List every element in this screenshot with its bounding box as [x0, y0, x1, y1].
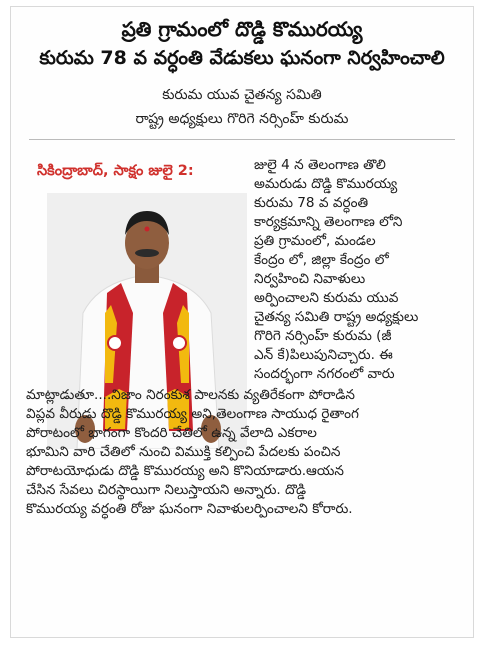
dateline: సికింద్రాబాద్, సాక్షం జులై 2: [37, 163, 194, 179]
body-line: ఎన్ కే)పిలుపునిచ్చారు. ఈ [254, 347, 393, 363]
subheading-president: రాష్ట్ర అధ్యక్షులు గొరిగె నర్సింహ్ కురుమ [135, 111, 349, 127]
body-line: జులై 4 న తెలంగాణ తొలి [254, 157, 386, 173]
headline-secondary: కురుమ 78 వ వర్ధంతి వేడుకలు ఘనంగా నిర్వహించాలి [39, 47, 445, 69]
body-line: మాట్లాడుతూ....నిజాం నిరంకుశ పాలనకు వ్యతిరేకంగా పోరాడిన [26, 387, 355, 403]
body-line: చైతన్య సమితి రాష్ట్ర అధ్యక్షులు [254, 309, 419, 325]
body-line: ప్రతి గ్రామంలో, మండల [254, 233, 376, 249]
body-line: కురుమ 78 వ వర్ధంతి [254, 195, 369, 211]
body-line: విప్లవ వీరుడు దొడ్డి కొమురయ్య అని,తెలంగాణ సాయుధ రైతాంగ [26, 406, 359, 422]
body-line: గొరిగె నర్సింహ్ కురుమ (జీ [254, 328, 392, 344]
subheading-organization: కురుమ యువ చైతన్య సమితి [162, 87, 322, 103]
body-line: అమరుడు దొడ్డి కొమురయ్య [254, 176, 398, 192]
divider [29, 139, 455, 140]
body-line: నిర్వహించి నివాళులు [254, 271, 366, 287]
body-line: చేసిన సేవలు చిరస్థాయిగా నిలుస్తాయని అన్నారు. దొడ్డి [26, 482, 307, 498]
body-line: భూమిని వారి చేతిలో నుంచి విముక్తి కల్పించి పేదలకు పంచిన [26, 444, 341, 460]
body-line: కార్యక్రమాన్ని తెలంగాణ లోని [254, 214, 403, 230]
body-line: కొమురయ్య వర్ధంతి రోజు ఘనంగా నివాళులర్పించాలని కోరారు. [26, 501, 353, 517]
body-line: పోరాటంలో భాగంగా కొందరి చేతిలో ఉన్న వేలాది ఎకరాల [26, 425, 317, 441]
body-line: సందర్భంగా నగరంలో వారు [254, 366, 395, 382]
body-line: పోరాటయోధుడు దొడ్డి కొమురయ్య అని కొనియాడారు.ఆయన [26, 463, 344, 479]
body-line: అర్పించాలని కురుమ యువ [254, 290, 399, 306]
body-line: కేంద్రం లో, జిల్లా కేంద్రం లో [254, 252, 389, 268]
headline-primary: ప్రతి గ్రామంలో దొడ్డి కొమురయ్య [121, 17, 363, 41]
